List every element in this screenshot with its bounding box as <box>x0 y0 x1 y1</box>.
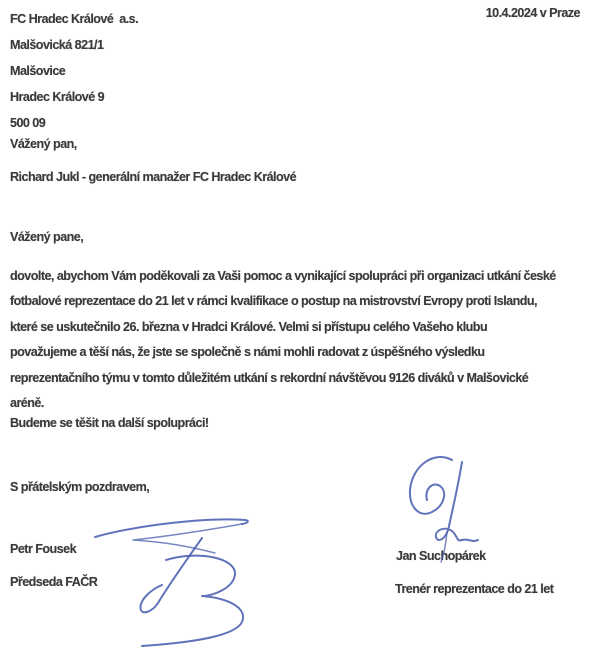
paragraph-line: považujeme a těší nás, že jste se společně s námi mohli radovat z úspěšného výsledku <box>10 345 485 360</box>
signer-title-right: Trenér reprezentace do 21 let <box>395 582 554 596</box>
valediction: S přátelským pozdravem, <box>10 480 150 494</box>
recipient-city: Hradec Králové 9 <box>10 90 105 104</box>
paragraph-line: aréně. <box>10 396 44 411</box>
recipient-address-block <box>10 6 138 136</box>
signature-jan-suchoparek <box>400 448 490 563</box>
body-paragraph <box>10 264 556 416</box>
recipient-district: Malšovice <box>10 64 66 78</box>
signer-title-left: Předseda FAČR <box>10 575 98 589</box>
salutation-line: Vážený pan, <box>10 137 77 151</box>
signer-name-right: Jan Suchopárek <box>396 549 486 563</box>
recipient-street: Malšovická 821/1 <box>10 38 104 52</box>
signer-name-left: Petr Fousek <box>10 542 77 556</box>
recipient-postcode: 500 09 <box>10 116 46 130</box>
closing-line: Budeme se těšit na další spolupráci! <box>10 416 209 430</box>
addressee-role-line: Richard Jukl - generální manažer FC Hradec Králové <box>10 170 297 184</box>
paragraph-line: reprezentačního týmu v tomto důležitém utkání s rekordní návštěvou 9126 diváků v Malšovické <box>10 370 529 385</box>
recipient-company: FC Hradec Králové a.s. <box>10 12 139 26</box>
paragraph-line: které se uskutečnilo 26. března v Hradci Králové. Velmi si přístupu celého Vašeho klubu <box>10 319 488 334</box>
signature-petr-fousek <box>78 508 258 650</box>
salutation-dear-sir: Vážený pane, <box>10 230 84 244</box>
paragraph-line: fotbalové reprezentace do 21 let v rámci kvalifikace o postup na mistrovství Evropy proti Islandu, <box>10 294 537 309</box>
paragraph-line: dovolte, abychom Vám poděkovali za Vaši pomoc a vynikající spolupráci při organizaci utkání české <box>10 269 556 283</box>
dateline: 10.4.2024 v Praze <box>485 6 580 20</box>
